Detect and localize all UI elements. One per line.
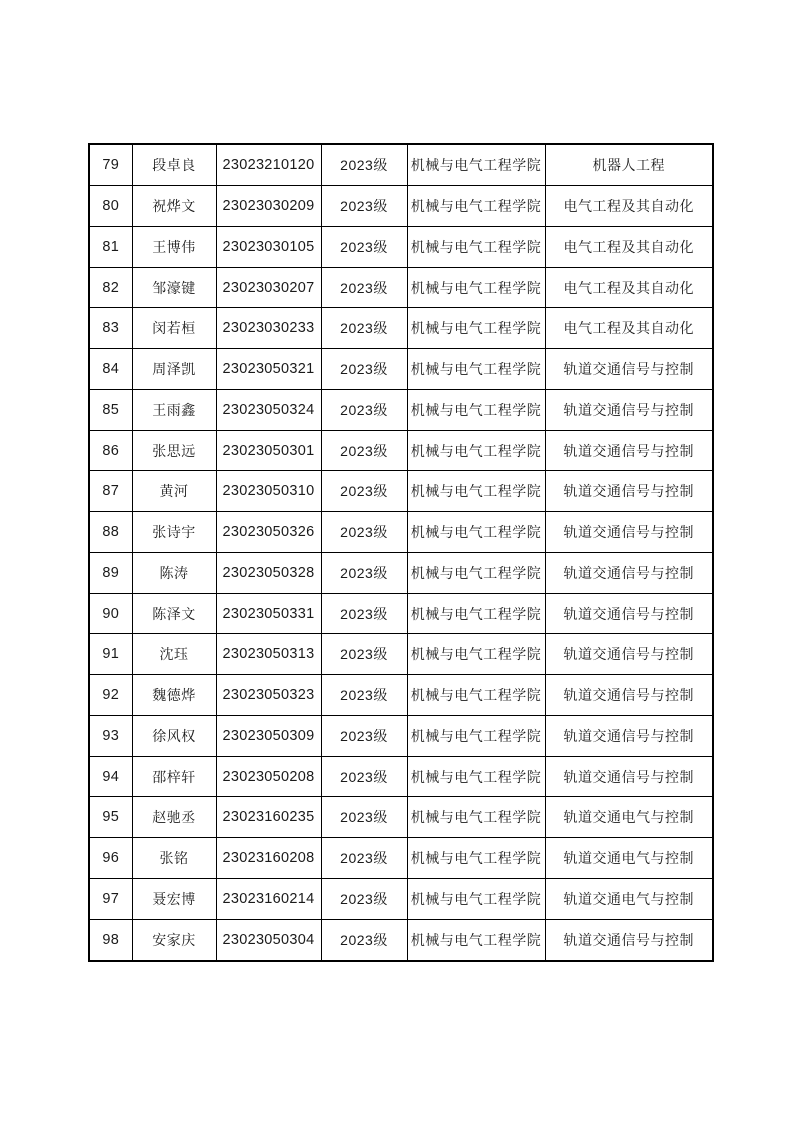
cell-student_id: 23023050313 — [216, 634, 321, 675]
cell-name: 邵梓轩 — [132, 756, 216, 797]
cell-name: 安家庆 — [132, 919, 216, 961]
table-row — [89, 186, 713, 227]
cell-grade: 2023级 — [321, 430, 407, 471]
cell-major: 轨道交通信号与控制 — [545, 471, 713, 512]
cell-no: 85 — [89, 389, 132, 430]
cell-grade: 2023级 — [321, 308, 407, 349]
cell-college: 机械与电气工程学院 — [407, 267, 545, 308]
cell-name: 张思远 — [132, 430, 216, 471]
cell-college: 机械与电气工程学院 — [407, 756, 545, 797]
cell-no: 83 — [89, 308, 132, 349]
table-row — [89, 267, 713, 308]
cell-major: 轨道交通信号与控制 — [545, 634, 713, 675]
cell-name: 聂宏博 — [132, 878, 216, 919]
table-row — [89, 389, 713, 430]
cell-name: 徐风权 — [132, 715, 216, 756]
cell-student_id: 23023210120 — [216, 144, 321, 186]
cell-no: 96 — [89, 838, 132, 879]
cell-no: 98 — [89, 919, 132, 961]
cell-no: 90 — [89, 593, 132, 634]
cell-major: 轨道交通信号与控制 — [545, 715, 713, 756]
cell-college: 机械与电气工程学院 — [407, 593, 545, 634]
table-row — [89, 512, 713, 553]
cell-college: 机械与电气工程学院 — [407, 919, 545, 961]
student-table — [88, 143, 714, 962]
cell-major: 轨道交通信号与控制 — [545, 756, 713, 797]
table-row — [89, 226, 713, 267]
table-row — [89, 552, 713, 593]
cell-student_id: 23023050324 — [216, 389, 321, 430]
cell-no: 80 — [89, 186, 132, 227]
cell-no: 92 — [89, 675, 132, 716]
cell-grade: 2023级 — [321, 471, 407, 512]
table-row — [89, 349, 713, 390]
cell-major: 电气工程及其自动化 — [545, 226, 713, 267]
cell-grade: 2023级 — [321, 593, 407, 634]
cell-student_id: 23023050309 — [216, 715, 321, 756]
cell-student_id: 23023050321 — [216, 349, 321, 390]
table-row — [89, 144, 713, 186]
cell-college: 机械与电气工程学院 — [407, 552, 545, 593]
cell-college: 机械与电气工程学院 — [407, 430, 545, 471]
cell-grade: 2023级 — [321, 144, 407, 186]
cell-student_id: 23023050208 — [216, 756, 321, 797]
cell-student_id: 23023160235 — [216, 797, 321, 838]
table-row — [89, 593, 713, 634]
cell-major: 轨道交通信号与控制 — [545, 349, 713, 390]
cell-no: 89 — [89, 552, 132, 593]
cell-student_id: 23023030105 — [216, 226, 321, 267]
cell-no: 93 — [89, 715, 132, 756]
cell-student_id: 23023050326 — [216, 512, 321, 553]
cell-no: 86 — [89, 430, 132, 471]
cell-name: 段卓良 — [132, 144, 216, 186]
student-table-body — [89, 144, 713, 961]
cell-grade: 2023级 — [321, 226, 407, 267]
cell-no: 97 — [89, 878, 132, 919]
cell-no: 81 — [89, 226, 132, 267]
cell-college: 机械与电气工程学院 — [407, 471, 545, 512]
cell-major: 电气工程及其自动化 — [545, 186, 713, 227]
cell-student_id: 23023030233 — [216, 308, 321, 349]
cell-college: 机械与电气工程学院 — [407, 512, 545, 553]
cell-no: 87 — [89, 471, 132, 512]
cell-major: 机器人工程 — [545, 144, 713, 186]
cell-major: 轨道交通信号与控制 — [545, 593, 713, 634]
cell-name: 赵驰丞 — [132, 797, 216, 838]
cell-grade: 2023级 — [321, 634, 407, 675]
cell-major: 轨道交通信号与控制 — [545, 919, 713, 961]
cell-grade: 2023级 — [321, 267, 407, 308]
cell-no: 91 — [89, 634, 132, 675]
cell-student_id: 23023050310 — [216, 471, 321, 512]
table-row — [89, 430, 713, 471]
cell-major: 轨道交通信号与控制 — [545, 552, 713, 593]
cell-college: 机械与电气工程学院 — [407, 186, 545, 227]
cell-name: 王雨鑫 — [132, 389, 216, 430]
cell-college: 机械与电气工程学院 — [407, 349, 545, 390]
cell-name: 祝烨文 — [132, 186, 216, 227]
cell-grade: 2023级 — [321, 389, 407, 430]
cell-college: 机械与电气工程学院 — [407, 715, 545, 756]
cell-student_id: 23023050328 — [216, 552, 321, 593]
cell-grade: 2023级 — [321, 797, 407, 838]
cell-grade: 2023级 — [321, 838, 407, 879]
cell-name: 黄河 — [132, 471, 216, 512]
cell-student_id: 23023050304 — [216, 919, 321, 961]
cell-grade: 2023级 — [321, 756, 407, 797]
cell-student_id: 23023050323 — [216, 675, 321, 716]
cell-college: 机械与电气工程学院 — [407, 308, 545, 349]
cell-grade: 2023级 — [321, 186, 407, 227]
cell-grade: 2023级 — [321, 512, 407, 553]
cell-major: 轨道交通信号与控制 — [545, 430, 713, 471]
cell-name: 张诗宇 — [132, 512, 216, 553]
cell-grade: 2023级 — [321, 919, 407, 961]
cell-major: 电气工程及其自动化 — [545, 308, 713, 349]
cell-no: 82 — [89, 267, 132, 308]
cell-grade: 2023级 — [321, 349, 407, 390]
cell-no: 94 — [89, 756, 132, 797]
cell-major: 轨道交通电气与控制 — [545, 797, 713, 838]
table-row — [89, 919, 713, 961]
cell-no: 88 — [89, 512, 132, 553]
cell-major: 电气工程及其自动化 — [545, 267, 713, 308]
cell-student_id: 23023160208 — [216, 838, 321, 879]
cell-no: 84 — [89, 349, 132, 390]
cell-name: 陈涛 — [132, 552, 216, 593]
table-row — [89, 634, 713, 675]
table-row — [89, 756, 713, 797]
cell-college: 机械与电气工程学院 — [407, 878, 545, 919]
cell-college: 机械与电气工程学院 — [407, 144, 545, 186]
cell-major: 轨道交通信号与控制 — [545, 512, 713, 553]
table-row — [89, 308, 713, 349]
cell-name: 闵若桓 — [132, 308, 216, 349]
cell-college: 机械与电气工程学院 — [407, 226, 545, 267]
cell-name: 周泽凯 — [132, 349, 216, 390]
table-row — [89, 838, 713, 879]
cell-student_id: 23023050331 — [216, 593, 321, 634]
cell-student_id: 23023160214 — [216, 878, 321, 919]
cell-major: 轨道交通信号与控制 — [545, 675, 713, 716]
table-row — [89, 797, 713, 838]
cell-grade: 2023级 — [321, 715, 407, 756]
cell-name: 陈泽文 — [132, 593, 216, 634]
table-row — [89, 878, 713, 919]
cell-no: 95 — [89, 797, 132, 838]
table-row — [89, 471, 713, 512]
cell-college: 机械与电气工程学院 — [407, 838, 545, 879]
cell-name: 魏德烨 — [132, 675, 216, 716]
cell-college: 机械与电气工程学院 — [407, 797, 545, 838]
cell-grade: 2023级 — [321, 552, 407, 593]
cell-student_id: 23023030209 — [216, 186, 321, 227]
cell-college: 机械与电气工程学院 — [407, 389, 545, 430]
cell-major: 轨道交通电气与控制 — [545, 838, 713, 879]
cell-grade: 2023级 — [321, 878, 407, 919]
cell-name: 张铭 — [132, 838, 216, 879]
table-row — [89, 715, 713, 756]
cell-student_id: 23023030207 — [216, 267, 321, 308]
cell-major: 轨道交通电气与控制 — [545, 878, 713, 919]
cell-college: 机械与电气工程学院 — [407, 634, 545, 675]
cell-major: 轨道交通信号与控制 — [545, 389, 713, 430]
table-row — [89, 675, 713, 716]
cell-grade: 2023级 — [321, 675, 407, 716]
cell-no: 79 — [89, 144, 132, 186]
cell-name: 邹濠键 — [132, 267, 216, 308]
cell-name: 王博伟 — [132, 226, 216, 267]
cell-name: 沈珏 — [132, 634, 216, 675]
cell-student_id: 23023050301 — [216, 430, 321, 471]
cell-college: 机械与电气工程学院 — [407, 675, 545, 716]
